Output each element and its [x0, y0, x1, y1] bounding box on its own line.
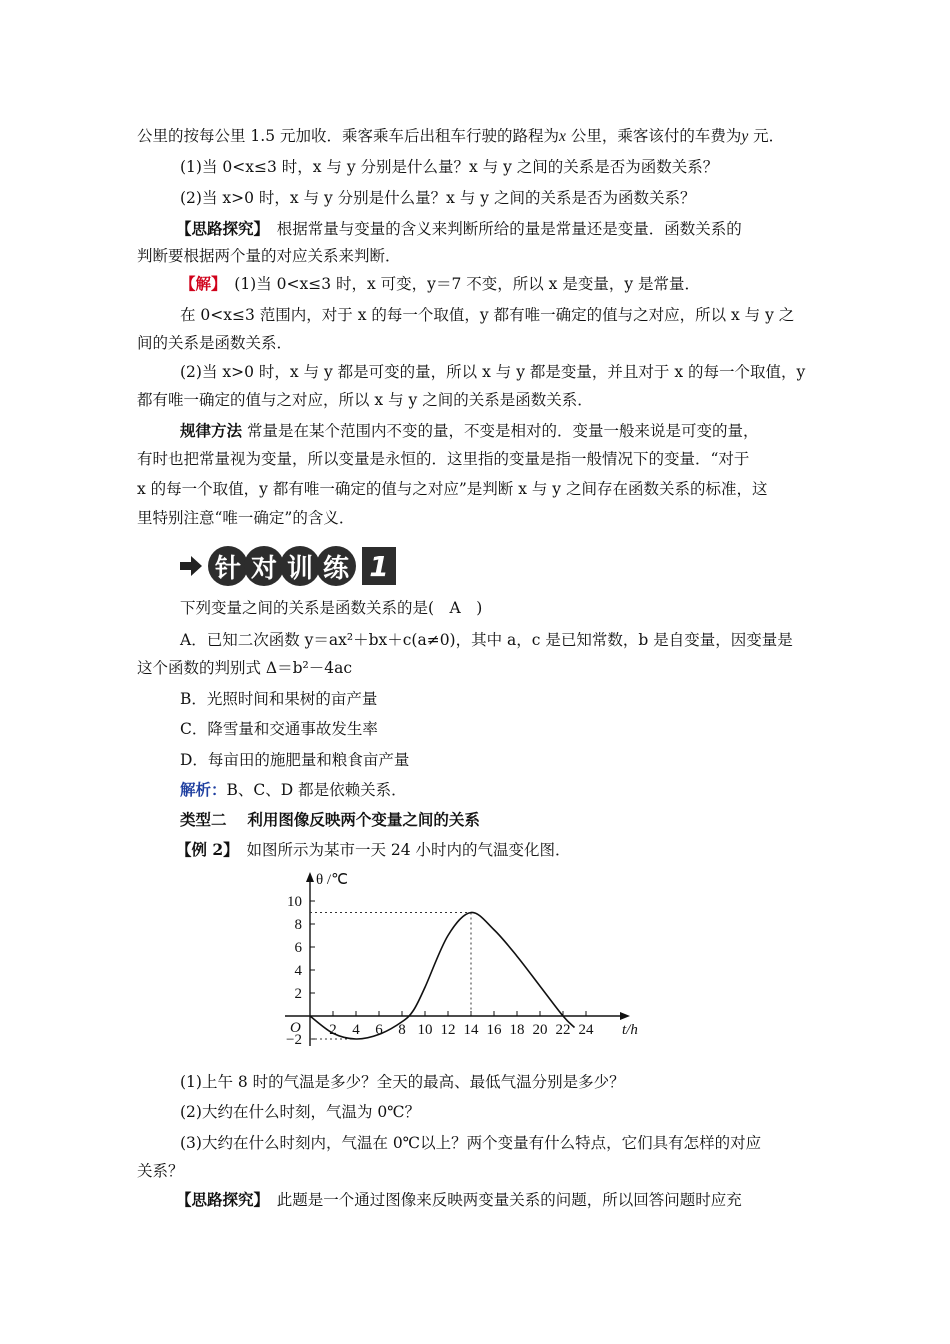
- x-tick-label: 10: [417, 1022, 433, 1038]
- example-2-text: 如图所示为某市一天 24 小时内的气温变化图．: [230, 841, 571, 859]
- type-two-heading: 类型二 利用图像反映两个变量之间的关系: [180, 810, 480, 829]
- y-tick-label: 8: [294, 917, 302, 933]
- x-tick-label: 6: [375, 1022, 383, 1038]
- arrow-right-icon: [180, 555, 202, 577]
- x-tick-label: 22: [555, 1022, 571, 1038]
- y-tick-label: 2: [294, 986, 302, 1002]
- temperature-chart: [270, 862, 730, 1062]
- question-2: (2)当 x>0 时，x 与 y 分别是什么量？x 与 y 之间的关系是否为函数关系？: [180, 189, 696, 207]
- silu2-text: 此题是一个通过图像来反映两变量关系的问题，所以回答问题时应充: [261, 1191, 742, 1209]
- x-tick-label: 16: [486, 1022, 502, 1038]
- silu2-line: [176, 1190, 742, 1210]
- jie-line-1: [180, 274, 700, 294]
- line1-part-b: 公里，乘客该付的车费为: [565, 127, 742, 145]
- jiexi-line: [180, 780, 407, 800]
- banner-number: 1: [362, 547, 396, 585]
- text-line-1: [137, 126, 784, 147]
- question-1: (1)当 0<x≤3 时，x 与 y 分别是什么量？x 与 y 之间的关系是否为函数关系？: [180, 158, 719, 176]
- line1-part-c: 元．: [748, 127, 785, 145]
- guilv-text-1: 常量是在某个范围内不变的量，不变是相对的．变量一般来说是可变的量，: [242, 422, 759, 440]
- example-2-tag: 【例 2】: [176, 840, 231, 859]
- x-tick-label: 2: [329, 1022, 337, 1038]
- silu2-tag: 【思路探究】: [176, 1190, 262, 1209]
- silu-tag: 【思路探究】: [176, 219, 262, 238]
- jie-line-3: 间的关系是函数关系．: [137, 334, 293, 352]
- option-d: D．每亩田的施肥量和粮食亩产量: [180, 751, 410, 769]
- var-y: y: [741, 128, 749, 145]
- problem-1: (1)上午 8 时的气温是多少？全天的最高、最低气温分别是多少？: [180, 1073, 625, 1091]
- jie-line-4: (2)当 x>0 时，x 与 y 都是可变的量，所以 x 与 y 都是变量，并且对于 x 的每一个取值，y: [180, 363, 806, 381]
- practice-banner: [180, 544, 396, 588]
- option-c: C．降雪量和交通事故发生率: [180, 720, 378, 738]
- y-axis-label: θ /℃: [316, 872, 348, 888]
- silu-line-2: 判断要根据两个量的对应关系来判断．: [137, 247, 401, 265]
- problem-3-line-1: (3)大约在什么时刻内，气温在 0℃以上？两个变量有什么特点，它们具有怎样的对应: [180, 1134, 762, 1152]
- y-tick-label: 4: [294, 963, 302, 979]
- var-x: x: [559, 128, 566, 145]
- x-tick-label: 14: [463, 1022, 479, 1038]
- problem-2: (2)大约在什么时刻，气温为 0℃？: [180, 1103, 421, 1121]
- line1-part-a: 公里的按每公里 1.5 元加收．乘客乘车后出租车行驶的路程为: [137, 127, 560, 145]
- y-axis-arrow-icon: [306, 872, 314, 882]
- jie-tag: 【解】: [180, 274, 219, 293]
- banner-char-3: 训: [280, 546, 320, 586]
- guilv-tag: 规律方法: [180, 421, 243, 440]
- x-tick-label: 18: [509, 1022, 525, 1038]
- x-tick-label: 8: [398, 1022, 406, 1038]
- x-tick-label: 20: [532, 1022, 548, 1038]
- x-axis-label: t/h: [622, 1022, 638, 1038]
- option-a-line-2: 这个函数的判别式 Δ＝b²－4ac: [137, 659, 353, 677]
- jiexi-text: B、C、D 都是依赖关系．: [226, 781, 407, 799]
- banner-char-4: 练: [316, 546, 356, 586]
- option-a-line-1: A．已知二次函数 y＝ax²＋bx＋c(a≠0)，其中 a，c 是已知常数，b 是自变量，因变量是: [180, 631, 793, 649]
- x-axis-arrow-icon: [620, 1012, 630, 1020]
- jie-line-2: 在 0<x≤3 范围内，对于 x 的每一个取值，y 都有唯一确定的值与之对应，所以 x 与 y 之: [180, 306, 795, 324]
- problem-3-line-2: 关系？: [137, 1162, 184, 1180]
- jiexi-tag: 解析：: [180, 780, 227, 799]
- guilv-line-2: 有时也把常量视为变量，所以变量是永恒的．这里指的变量是指一般情况下的变量．“对于: [137, 450, 750, 468]
- guilv-line-4: 里特别注意“唯一确定”的含义．: [137, 509, 355, 527]
- x-tick-label: 24: [578, 1022, 594, 1038]
- x-tick-label: 12: [440, 1022, 456, 1038]
- example-2-line: [176, 840, 571, 860]
- x-tick-label: 4: [352, 1022, 360, 1038]
- y-tick-label: −2: [286, 1032, 302, 1048]
- exercise-question: 下列变量之间的关系是函数关系的是( A ): [180, 599, 483, 617]
- banner-char-1: 针: [208, 546, 248, 586]
- option-b: B．光照时间和果树的亩产量: [180, 690, 378, 708]
- banner-char-2: 对: [244, 546, 284, 586]
- jie-line-5: 都有唯一确定的值与之对应，所以 x 与 y 之间的关系是函数关系．: [137, 391, 593, 409]
- y-tick-label: 10: [287, 894, 302, 910]
- temperature-curve: [310, 912, 575, 1039]
- y-tick-label: 6: [294, 940, 302, 956]
- guilv-line-1: [180, 421, 758, 441]
- silu-line-1: [176, 219, 742, 239]
- guilv-line-3: x 的每一个取值，y 都有唯一确定的值与之对应”是判断 x 与 y 之间存在函数关系的标准，这: [137, 480, 768, 498]
- silu-text-a: 根据常量与变量的含义来判断所给的量是常量还是变量．函数关系的: [261, 220, 742, 238]
- jie-text-1: (1)当 0<x≤3 时，x 可变，y＝7 不变，所以 x 是变量，y 是常量．: [218, 275, 701, 293]
- origin-label: O: [290, 1020, 301, 1036]
